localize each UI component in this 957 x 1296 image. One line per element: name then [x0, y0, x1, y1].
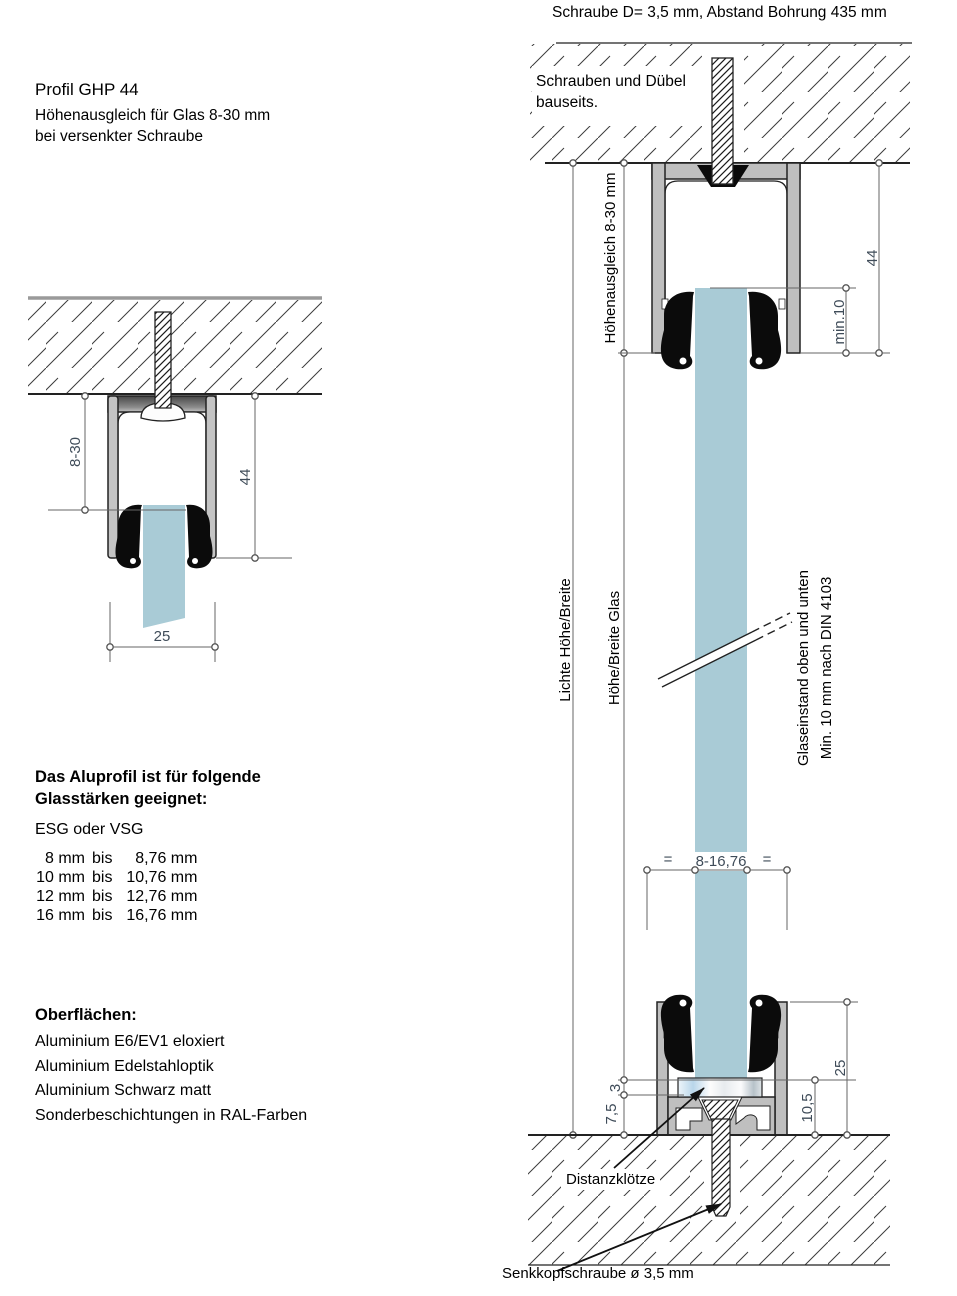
- row-max: 16,76 mm: [126, 907, 198, 924]
- glass-heading-line-1: Das Aluprofil ist für folgende: [35, 768, 261, 786]
- subtitle-line-2: bei versenkter Schraube: [35, 128, 204, 145]
- header-screw-spec: Schraube D= 3,5 mm, Abstand Bohrung 435 mm: [552, 4, 887, 21]
- surface-item: Aluminium Schwarz matt: [35, 1082, 212, 1099]
- left-gasket-curl-left: [130, 558, 136, 564]
- glass-row: [35, 868, 261, 887]
- row-max: 10,76 mm: [126, 869, 198, 886]
- dim-hoehenausgleich-label: Höhenausgleich 8-30 mm: [602, 172, 619, 344]
- surface-item: Aluminium Edelstahloptik: [35, 1057, 214, 1075]
- equals-left: =: [663, 851, 673, 868]
- left-screw-shaft: [155, 312, 171, 408]
- left-diagram: [28, 298, 322, 662]
- top-profile-wall-right: [787, 163, 800, 353]
- row-size: 16 mm: [36, 907, 85, 924]
- dim-hoehe-glas-label: Höhe/Breite Glas: [606, 590, 623, 706]
- label-spacer-blocks: Distanzklötze: [561, 1169, 660, 1190]
- glass-heading-line-2: Glasstärken geeignet:: [35, 790, 208, 808]
- left-dim-25-label: 25: [153, 628, 171, 645]
- dim-7-5-label: 7,5: [603, 1103, 620, 1125]
- row-size: 12 mm: [36, 888, 85, 905]
- dim-10-5-label: 10,5: [799, 1093, 816, 1123]
- left-profile-wall-left: [108, 396, 118, 558]
- left-gasket-curl-right: [192, 558, 198, 564]
- bottom-screw-shaft: [712, 1119, 730, 1216]
- note-glaseinstand-line2: Min. 10 mm nach DIN 4103: [818, 576, 835, 760]
- equals-right: =: [762, 851, 772, 868]
- surface-item: Aluminium E6/EV1 eloxiert: [35, 1033, 225, 1050]
- dim-25-bottom-label: 25: [832, 1059, 849, 1077]
- surfaces-list: [35, 1030, 307, 1128]
- top-screw-shaft: [712, 58, 733, 184]
- left-glass-panel: [143, 505, 185, 628]
- row-sep: bis: [92, 850, 113, 867]
- top-profile-wall-left: [652, 163, 665, 353]
- glass-panel: [695, 288, 747, 1080]
- dim-44-label: 44: [864, 249, 881, 267]
- note-screws-line-1: Schrauben und Dübel: [536, 73, 686, 90]
- row-max: 8,76 mm: [135, 850, 198, 867]
- surfaces-heading: Oberflächen:: [35, 1006, 137, 1024]
- note-screws-onsite: [534, 70, 694, 115]
- left-ceiling-hatch: [28, 300, 322, 393]
- row-sep: bis: [92, 907, 113, 924]
- row-sep: bis: [92, 888, 113, 905]
- glass-thickness-section: [35, 766, 261, 925]
- note-screws-line-2: bauseits.: [536, 94, 599, 111]
- row-size: 8 mm: [45, 850, 85, 867]
- label-countersunk-screw: Senkkopfschraube ø 3,5 mm: [502, 1265, 694, 1282]
- glass-row: [35, 906, 261, 925]
- page-title: Profil GHP 44: [35, 80, 139, 99]
- row-sep: bis: [92, 869, 113, 886]
- dim-glass-thickness-label: 8-16,76: [695, 853, 747, 870]
- top-wall-notch-right: [779, 299, 785, 309]
- note-glaseinstand-line1: Glaseinstand oben und unten: [795, 570, 812, 766]
- glass-thickness-table: [35, 849, 261, 925]
- left-dim-44-label: 44: [237, 468, 254, 486]
- subtitle-line-1: Höhenausgleich für Glas 8-30 mm: [35, 107, 271, 124]
- right-diagram: [528, 43, 912, 1271]
- left-dim-8-30-label: 8-30: [67, 436, 84, 468]
- dim-3-label: 3: [607, 1083, 624, 1093]
- glass-types: ESG oder VSG: [35, 821, 144, 838]
- row-max: 12,76 mm: [126, 888, 198, 905]
- dim-min10-label: min.10: [831, 299, 848, 345]
- dim-lichte-hoehe-label: Lichte Höhe/Breite: [557, 578, 574, 702]
- glass-row: [35, 849, 261, 868]
- surfaces-section: [35, 1004, 307, 1128]
- spacer-block: [678, 1078, 762, 1097]
- glass-row: [35, 887, 261, 906]
- title-block: [35, 80, 270, 147]
- surface-item: Sonderbeschichtungen in RAL-Farben: [35, 1106, 308, 1124]
- row-size: 10 mm: [36, 869, 85, 886]
